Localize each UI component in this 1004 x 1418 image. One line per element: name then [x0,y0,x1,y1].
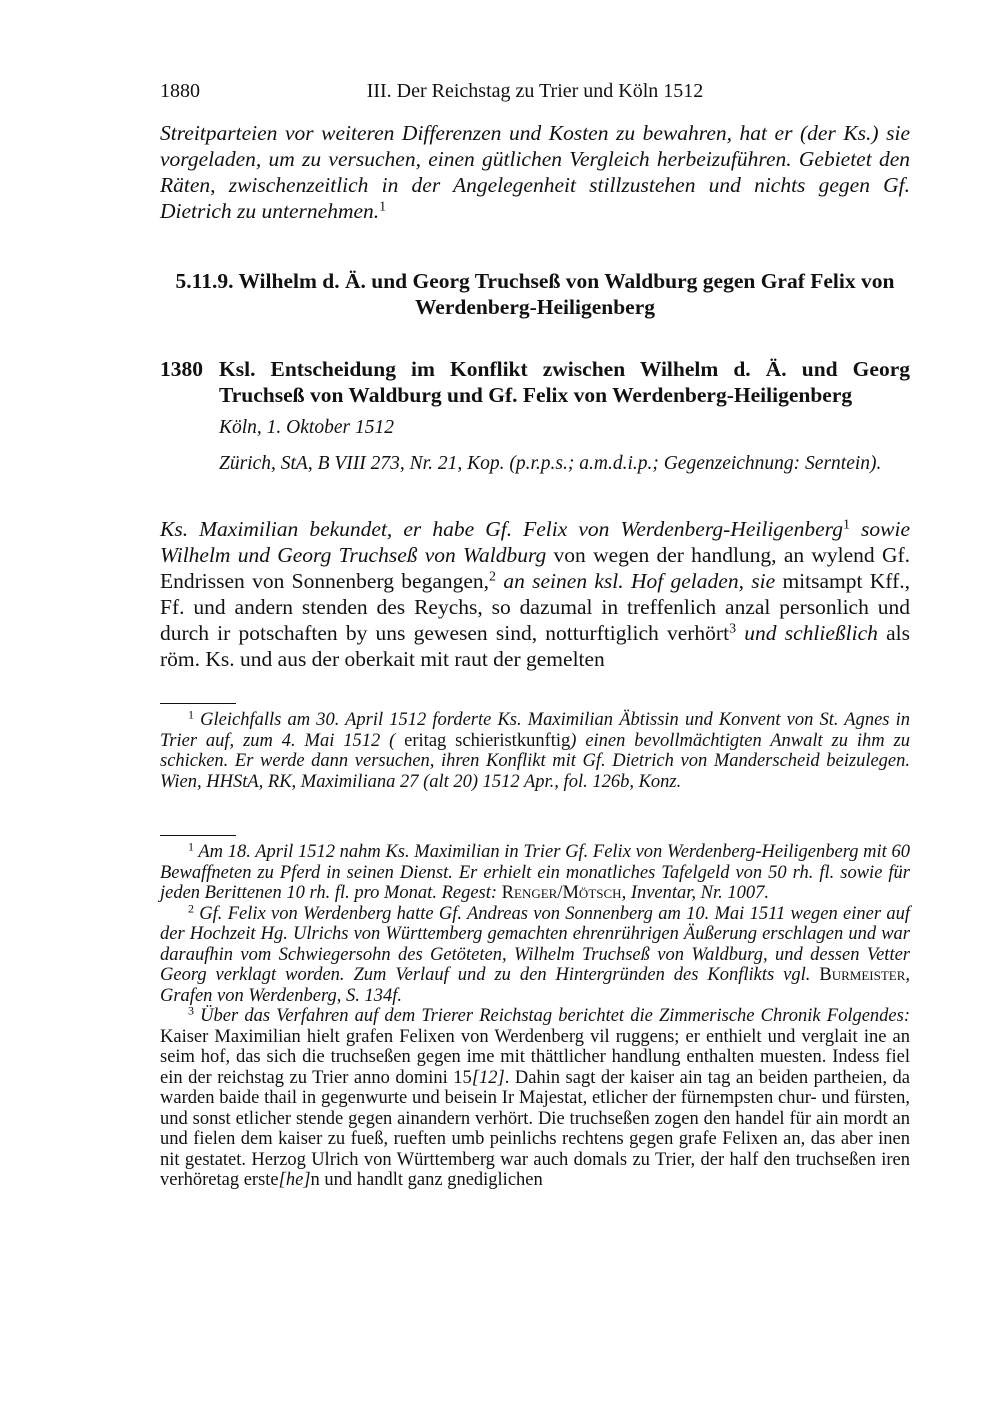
text-segment: . Dahin sagt der kaiser ain tag an beiden partheien, da warden baide thail in gegenwurte und beisein Ir Majestat, etlicher der fürnempsten chur- und fürsten, und sonst etlicher stende gegen ainandern verhört. Die truchseßen zogen den handel für ain mordt an und fielen dem kaiser zu fueß, rueften umb peinlichs rechtens gegen grafe Felixen an, das aber inen nit gestatet. Herzog Ulrich von Württemberg war auch domals zu Trier, der half den truchseßen iren verhöretag erste [160,1067,910,1190]
footnote-marker: 2 [489,569,497,585]
text-segment: und schließlich [736,621,878,645]
text-segment: ; Gegenzeichnung: Serntein). [652,453,882,474]
text-segment: p.r.p.s. [515,453,568,474]
text-segment: als röm. Ks. und aus der oberkait mit raut der gemelten [160,621,910,671]
text-segment: von wegen der handlung, an wylend Gf. Endrissen von Sonnenberg begangen, [160,543,910,593]
text-segment: ; [567,453,580,474]
text-segment: Burmeister [819,965,906,985]
entry-place-date: Köln, 1. Oktober 1512 [219,417,394,438]
text-segment: ) einen bevollmächtigten Anwalt zu ihm zu schicken. Er werde dann versuchen, ihren Konflikt mit Gf. Dietrich von Manderscheid beizulegen. Wien, HHStA, RK, Maximiliana 27 (alt 20) 1512 Apr., fol. 126b, Konz. [160,730,910,792]
footnote-marker: 1 [842,517,850,533]
footnote-marker: 1 [188,707,195,722]
text-segment: Kaiser Maximilian hielt grafen Felixen von Werdenberg vil ruggens; er enthielt und verglait ine an seim hof, das sich die truchseßen gegen ime mit thättlicher handlung enthalten muesten. Indess fiel ein der reichstag zu Trier anno domini 15 [160,1026,910,1088]
footnote [160,1003,910,1191]
footnote-rule [160,703,236,704]
text-segment: [he] [278,1170,311,1190]
text-segment: n und handlt ganz gnediglichen [310,1170,543,1190]
document-entry [160,356,910,476]
text-segment: sowie Wilhelm und Georg Truchseß von Waldburg [160,517,910,567]
footnotes-a [160,707,910,792]
text-segment: , Inventar, Nr. 1007. [621,883,770,903]
footnote-marker: 3 [729,621,737,637]
text-segment: Streitparteien vor weiteren Differenzen und Kosten zu bewahren, hat er (der Ks.) sie vorgeladen, um zu versuchen, einen gütlichen Vergleich herbeizuführen. Gebietet den Räten, zwischenzeitlich in der Angelegenheit stillzustehen und nichts gegen Gf. Dietrich zu unternehmen. [160,121,910,223]
footnote-marker: 1 [188,839,195,854]
footnote [160,707,910,792]
entry-title: Ksl. Entscheidung im Konflikt zwischen Wilhelm d. Ä. und Georg Truchseß von Waldburg und Gf. Felix von Werdenberg-Heiligenberg [219,357,910,407]
text-segment: Gf. Felix von Werdenberg hatte Gf. Andreas von Sonnenberg am 10. Mai 1511 wegen einer auf der Hochzeit Hg. Ulrichs von Württemberg gemachten ehrenrührigen Äußerung erschlagen und war daraufhin vom Schwiegersohn des Getöteten, Wilhelm Truchseß von Waldburg, und dessen Vetter Georg verklagt worden. Zum Verlauf und zu den Hintergründen des Konflikts vgl. [160,903,910,985]
text-segment: , Grafen von Werdenberg, S. 134f. [160,965,910,1006]
text-segment: a.m.d.i.p. [579,453,653,474]
footnote [160,839,910,904]
text-segment: mitsampt Kff., Ff. und andern stenden des Reychs, so dazumal in treffenlich anzal personlich und durch ir potschaften by uns gewesen sind, notturftiglich verhört [160,569,910,645]
footnote-marker: 2 [188,900,195,915]
text-segment: Zürich, StA, B VIII 273, Nr. 21, Kop. ( [219,453,516,474]
text-segment: Über das Verfahren auf dem Trierer Reichstag berichtet die Zimmerische Chronik Folgendes: [194,1006,910,1026]
text-segment: eritag schieristkunftig [395,730,571,751]
footnote-rule [160,835,236,836]
entry-number: 1380 [160,357,203,381]
main-text [160,516,910,672]
entry-source [219,452,910,476]
footnotes-b [160,839,910,1191]
page-number: 1880 [160,80,200,102]
text-segment: Am 18. April 1512 nahm Ks. Maximilian in Trier Gf. Felix von Werdenberg-Heiligenberg mit 60 Bewaffneten zu Pferd in seinen Dienst. Er erhielt ein monatliches Tafelgeld von 50 rh. fl. sowie für jeden Berittenen 10 rh. fl. pro Monat. Regest: [160,842,910,903]
footnote [160,900,910,1007]
footnote-marker: 3 [188,1003,195,1018]
footnote-marker: 1 [379,199,387,215]
text-segment: Gleichfalls am 30. April 1512 forderte Ks. Maximilian Äbtissin und Konvent von St. Agnes in Trier auf, zum 4. Mai 1512 ( [160,710,910,751]
section-heading: 5.11.9. Wilhelm d. Ä. und Georg Truchseß von Waldburg gegen Graf Felix von Werdenberg-Heiligenberg [175,269,895,319]
running-title: III. Der Reichstag zu Trier und Köln 1512 [366,80,704,102]
text-segment: an seinen ksl. Hof geladen, sie [496,569,776,593]
intro-paragraph [160,120,910,224]
text-segment: Ks. Maximilian bekundet, er habe Gf. Felix von Werdenberg-Heiligenberg [160,517,843,541]
text-segment: Renger/Mötsch [501,883,622,903]
text-segment: [12] [471,1067,505,1088]
